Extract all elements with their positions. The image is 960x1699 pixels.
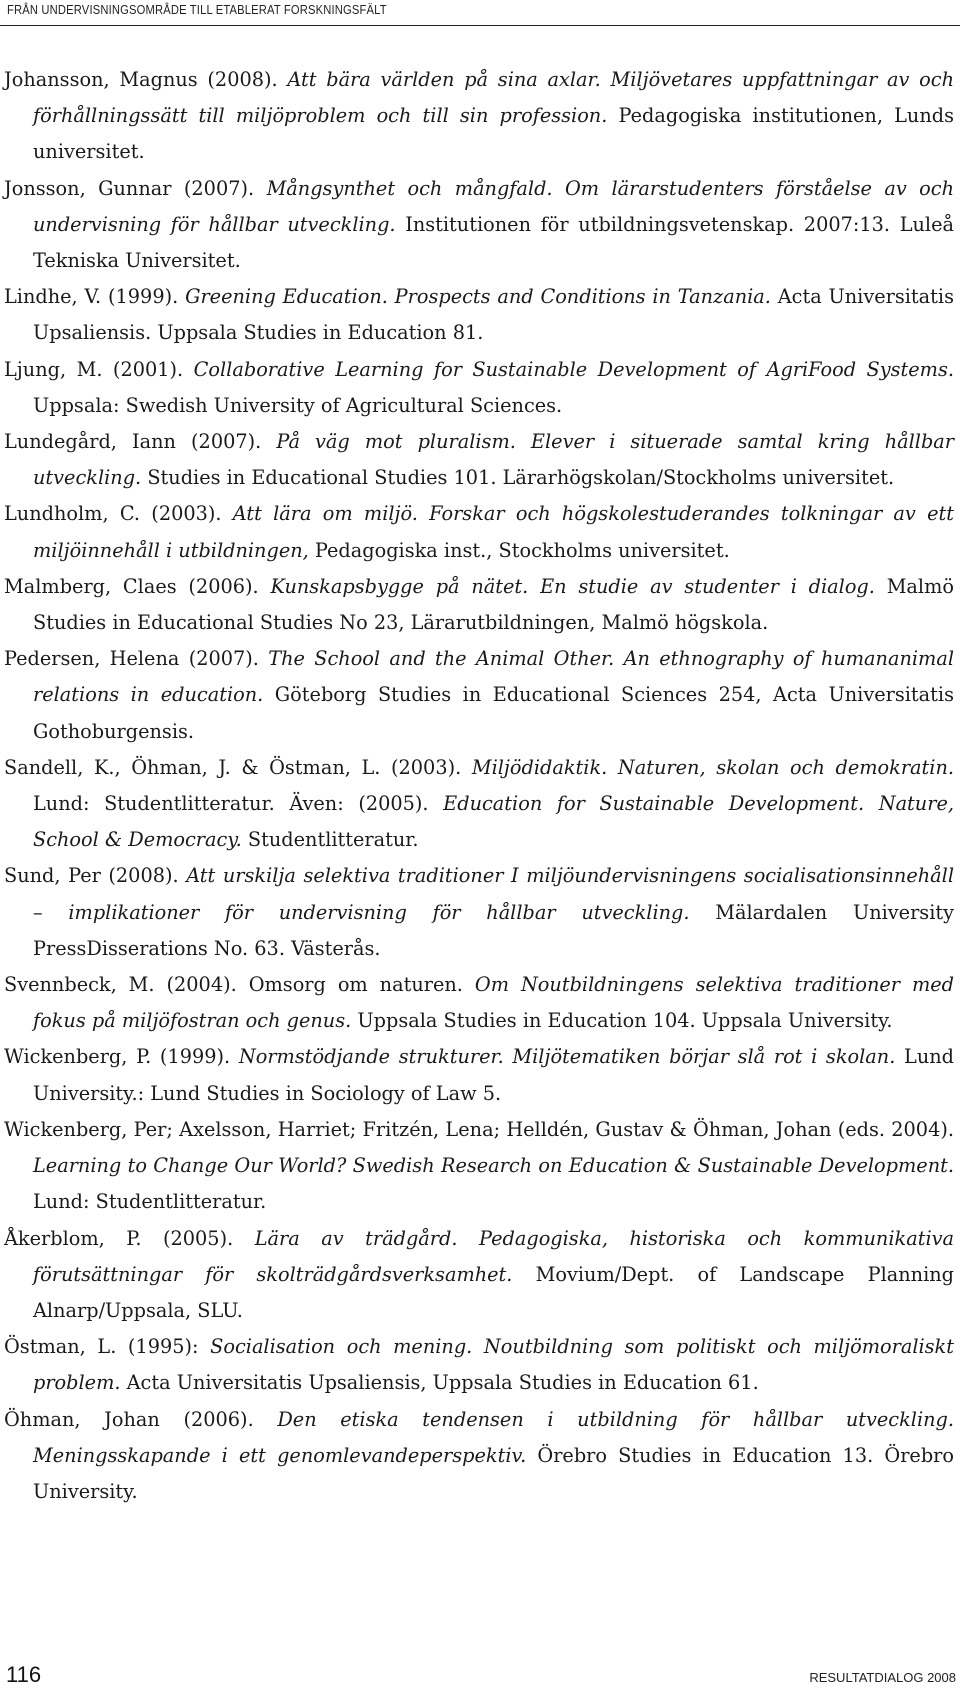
reference-title: Lära av trädgård. Pedagogiska, historiska och kommunikativa förutsättningar för skolträdgårdsverksamhet. [33, 1226, 954, 1286]
reference-entry [4, 1329, 954, 1401]
reference-text: Ljung, M. (2001). [4, 357, 194, 381]
reference-text: Pedagogiska inst., Stockholms universitet. [308, 538, 730, 562]
reference-title: Kunskapsbygge på nätet. En studie av studenter i dialog. [270, 574, 875, 598]
reference-text: Johansson, Magnus (2008). [4, 68, 288, 91]
reference-entry [4, 967, 954, 1039]
reference-text: Wickenberg, Per; Axelsson, Harriet; Fritzén, Lena; Helldén, Gustav & Öhman, Johan (eds. 2004). [4, 1117, 954, 1141]
reference-text: Movium/Dept. of Landscape Planning Alnarp/Uppsala, SLU. [33, 1262, 955, 1322]
reference-text: Åkerblom, P. (2005). [4, 1226, 255, 1250]
reference-entry [4, 352, 954, 424]
page-number: 116 [6, 1662, 42, 1687]
reference-title: Learning to Change Our World? Swedish Research on Education & Sustainable Development. [33, 1154, 954, 1178]
reference-text: Wickenberg, P. (1999). [4, 1045, 239, 1069]
reference-title: På väg mot pluralism. Elever i situerade samtal kring hållbar utveckling. [33, 430, 954, 490]
reference-text: Mälardalen University PressDisserations No. 63. Västerås. [33, 900, 954, 960]
reference-text: Acta Universitatis Upsaliensis, Uppsala Studies in Education 61. [120, 1371, 759, 1395]
reference-text: Öhman, Johan (2006). [4, 1407, 278, 1431]
reference-text: Örebro Studies in Education 13. Örebro University. [33, 1443, 954, 1503]
reference-entry [4, 1112, 954, 1221]
reference-text: Malmberg, Claes (2006). [4, 574, 271, 598]
reference-text: Lund University.: Lund Studies in Sociology of Law 5. [33, 1045, 954, 1105]
reference-text: Sund, Per (2008). [4, 864, 187, 888]
reference-title: The School and the Animal Other. An ethnography of humananimal relations in education. [33, 647, 954, 707]
reference-text: Lindhe, V. (1999). [4, 285, 186, 309]
reference-title: Miljödidaktik. Naturen, skolan och demokratin. [471, 755, 954, 779]
reference-text: Uppsala: Swedish University of Agricultural Sciences. [33, 393, 563, 417]
reference-text: Svennbeck, M. (2004). Omsorg om naturen. [4, 973, 475, 997]
running-header: FRÅN UNDERVISNINGSOMRÅDE TILL ETABLERAT FORSKNINGSFÄLT [7, 2, 387, 17]
reference-text: Lund: Studentlitteratur. [33, 1190, 267, 1214]
reference-title: Normstödjande strukturer. Miljötematiken börjar slå rot i skolan. [238, 1045, 896, 1069]
reference-entry [4, 1402, 954, 1511]
reference-entry [4, 1039, 954, 1111]
reference-entry [4, 858, 954, 967]
reference-entry [4, 62, 954, 171]
running-footer: RESULTATDIALOG 2008 [809, 1670, 956, 1685]
reference-title: Om Noutbildningens selektiva traditioner med fokus på miljöfostran och genus. [33, 973, 954, 1033]
reference-text: Östman, L. (1995): [4, 1335, 211, 1359]
reference-title: Mångsynthet och mångfald. Om lärarstudenters förståelse av och undervisning för hållbar utveckling. [33, 176, 954, 236]
reference-text: Jonsson, Gunnar (2007). [4, 176, 267, 200]
reference-entry [4, 641, 954, 750]
reference-title: Greening Education. Prospects and Conditions in Tanzania. [185, 285, 771, 309]
reference-text: Lundegård, Iann (2007). [4, 430, 277, 454]
reference-entry [4, 569, 954, 641]
reference-title: Den etiska tendensen i utbildning för hållbar utveckling. Meningsskapande i ett genomlevandeperspektiv. [33, 1407, 954, 1467]
reference-title: Collaborative Learning for Sustainable Development of AgriFood Systems. [193, 357, 954, 381]
reference-entry [4, 424, 954, 496]
reference-title: Socialisation och mening. Noutbildning som politiskt och miljömoraliskt problem. [33, 1335, 954, 1395]
reference-title: Att bära världen på sina axlar. Miljövetares uppfattningar av och förhållningssätt till miljöproblem och till sin profession. [33, 68, 954, 128]
reference-text: Pedagogiska institutionen, Lunds universitet. [33, 104, 954, 164]
reference-entry [4, 496, 954, 568]
reference-text: Göteborg Studies in Educational Sciences 254, Acta Universitatis Gothoburgensis. [33, 683, 954, 743]
reference-entry [4, 171, 954, 280]
reference-title: Education for Sustainable Development. Nature, School & Democracy. [33, 792, 954, 852]
reference-text: Lundholm, C. (2003). [4, 502, 233, 526]
reference-text: Acta Universitatis Upsaliensis. Uppsala Studies in Education 81. [33, 285, 954, 345]
reference-text: Lund: Studentlitteratur. Även: (2005). [33, 792, 444, 816]
reference-text: Studentlitteratur. [241, 828, 419, 852]
reference-text: Studies in Educational Studies 101. Lärarhögskolan/Stockholms universitet. [141, 466, 895, 490]
reference-text: Malmö Studies in Educational Studies No 23, Lärarutbildningen, Malmö högskola. [33, 574, 954, 635]
reference-entry [4, 1221, 954, 1330]
reference-list [4, 62, 954, 1510]
header-rule [0, 25, 960, 26]
reference-text: Pedersen, Helena (2007). [4, 647, 269, 671]
reference-entry [4, 279, 954, 351]
reference-title: Att urskilja selektiva traditioner I miljöundervisningens socialisationsinnehåll – implikationer för undervisning för hållbar utveckling. [33, 864, 954, 924]
reference-entry [4, 750, 954, 859]
reference-title: Att lära om miljö. Forskar och högskolestuderandes tolkningar av ett miljöinnehåll i utbildningen, [33, 502, 954, 562]
reference-text: Uppsala Studies in Education 104. Uppsala University. [351, 1009, 893, 1033]
reference-text: Institutionen för utbildningsvetenskap. 2007:13. Luleå Tekniska Universitet. [33, 212, 954, 273]
reference-text: Sandell, K., Öhman, J. & Östman, L. (2003). [4, 755, 472, 779]
